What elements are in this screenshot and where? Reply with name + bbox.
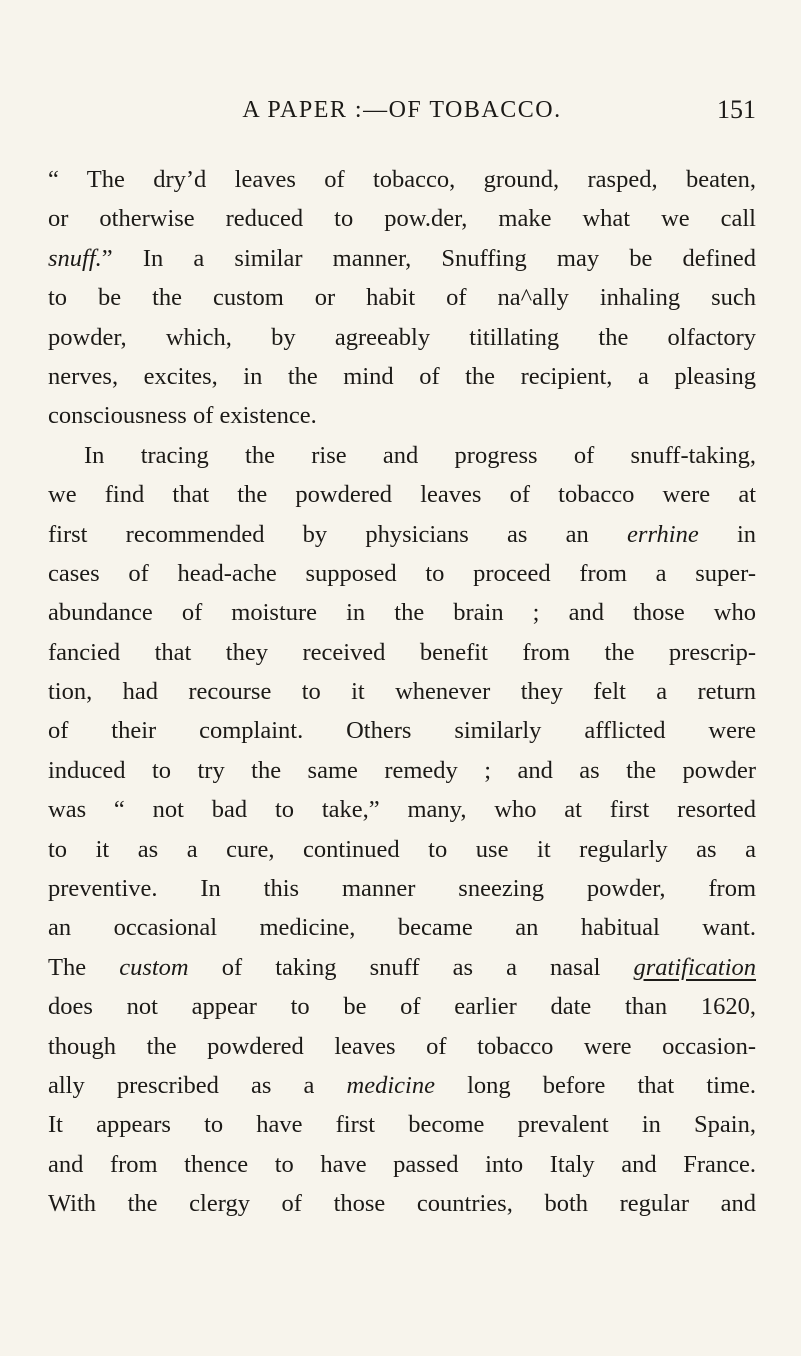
text-line (48, 593, 756, 632)
text-line (48, 751, 756, 790)
text-run: of their complaint. Others similarly afflicted were (48, 717, 756, 745)
text-run: long before that time. (434, 1071, 756, 1099)
text-line (48, 475, 756, 514)
text-run: an occasional medicine, became an habitual want. (48, 914, 756, 942)
running-title: A PAPER :—OF TOBACCO. (242, 97, 562, 123)
italic-word: medicine (346, 1071, 435, 1099)
text-line (48, 515, 756, 554)
text-line (48, 711, 756, 750)
text-line (48, 790, 756, 829)
text-line (48, 869, 756, 908)
text-run: tion, had recourse to it whenever they felt a return (48, 678, 756, 706)
text-run: nerves, excites, in the mind of the recipient, a pleasing (48, 362, 756, 390)
text-line (48, 1184, 756, 1223)
text-run: ” In a similar manner, Snuffing may be defined (101, 244, 756, 272)
text-line (48, 160, 756, 199)
text-line (48, 278, 756, 317)
text-run: was “ not bad to take,” many, who at first resorted (48, 796, 756, 824)
text-run: With the clergy of those countries, both regular and (48, 1190, 756, 1218)
text-line (48, 830, 756, 869)
text-run: though the powdered leaves of tobacco were occasion- (48, 1032, 756, 1060)
text-line (48, 1027, 756, 1066)
italic-word: custom (119, 953, 189, 981)
text-line (48, 672, 756, 711)
page-number: 151 (717, 95, 756, 124)
text-run: in (698, 520, 756, 548)
text-line (48, 239, 756, 278)
text-run: preventive. In this manner sneezing powder, from (48, 875, 756, 903)
text-run: It appears to have first become prevalent in Spain, (48, 1111, 756, 1139)
body-text (48, 160, 756, 1224)
text-run: “ The dry’d leaves of tobacco, ground, rasped, beaten, (48, 166, 756, 193)
text-run: we find that the powdered leaves of tobacco were at (48, 481, 756, 509)
italic-word: snuff. (48, 244, 102, 272)
text-line (48, 199, 756, 238)
text-run: abundance of moisture in the brain ; and those who (48, 599, 756, 627)
text-run: to it as a cure, continued to use it regularly as a (48, 835, 756, 863)
text-run: or otherwise reduced to pow.der, make what we call (48, 205, 756, 233)
text-run: induced to try the same remedy ; and as the powder (48, 756, 756, 784)
text-run: and from thence to have passed into Italy and France. (48, 1150, 756, 1178)
text-run: cases of head-ache supposed to proceed from a super- (48, 559, 756, 587)
text-run: In tracing the rise and progress of snuff-taking, (84, 441, 756, 469)
text-line (48, 318, 756, 357)
text-line (48, 1066, 756, 1105)
text-run: powder, which, by agreeably titillating the olfactory (48, 323, 756, 351)
text-run: of taking snuff as a nasal (188, 953, 634, 981)
text-line (48, 633, 756, 672)
text-line (48, 1105, 756, 1144)
text-run: fancied that they received benefit from the prescrip- (48, 638, 756, 666)
text-line (48, 908, 756, 947)
running-head (48, 90, 756, 130)
italic-word: errhine (627, 520, 699, 548)
text-line (48, 554, 756, 593)
text-run: ally prescribed as a (48, 1071, 347, 1099)
text-run: consciousness of existence. (48, 402, 317, 430)
text-run: does not appear to be of earlier date than 1620, (48, 993, 756, 1021)
underlined-italic-word: gratification (633, 953, 757, 981)
text-line (48, 987, 756, 1026)
text-run: first recommended by physicians as an (48, 520, 628, 548)
text-line (48, 396, 756, 435)
text-line (48, 948, 756, 987)
text-run: The (48, 953, 120, 981)
text-line (48, 357, 756, 396)
text-run: to be the custom or habit of na^ally inhaling such (48, 284, 756, 312)
text-line (48, 1145, 756, 1184)
text-line (48, 436, 756, 475)
